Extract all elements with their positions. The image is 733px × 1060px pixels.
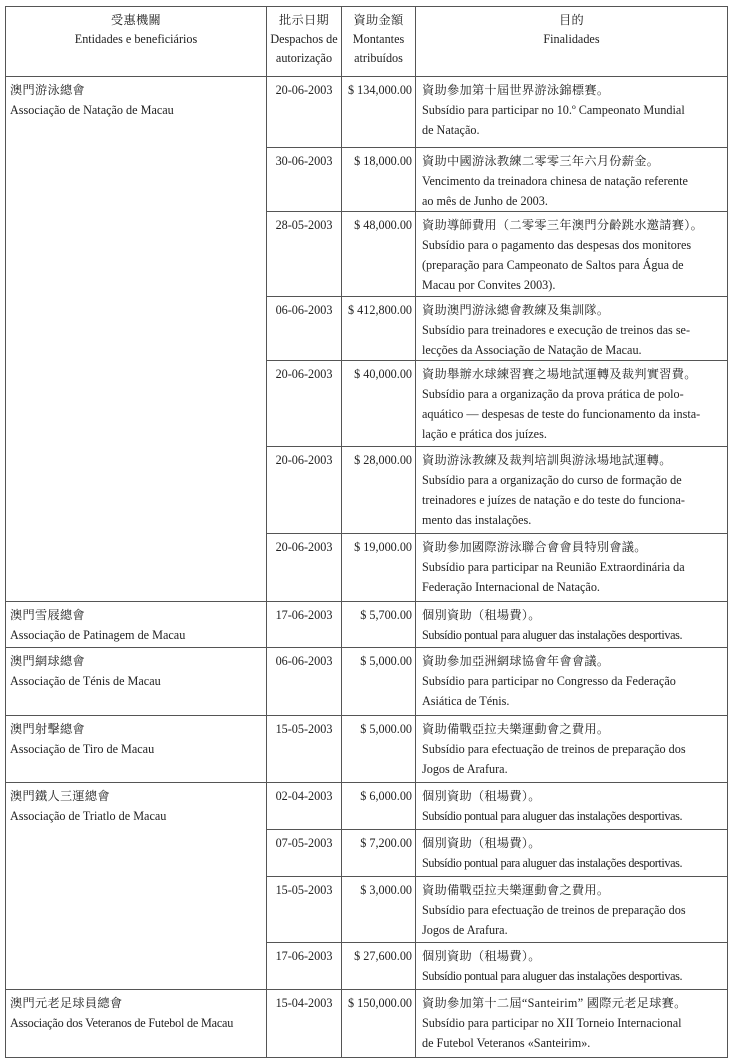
purpose-line: Subsídio para efectuação de treinos de preparação dos — [422, 742, 686, 756]
purpose-cell — [416, 648, 728, 716]
header-date-zh: 批示日期 — [279, 13, 329, 27]
entity-name-zh: 澳門元老足球員總會 — [10, 996, 123, 1010]
purpose-cell — [416, 602, 728, 648]
date-cell: 17-06-2003 — [267, 943, 342, 990]
amount-cell: $ 28,000.00 — [342, 447, 416, 534]
purpose-zh: 個別資助（租場費）。 — [422, 949, 541, 963]
purpose-line: (preparação para Campeonato de Saltos para Água de — [422, 258, 684, 272]
purpose-cell — [416, 830, 728, 877]
date-cell: 20-06-2003 — [267, 77, 342, 148]
purpose-line: Macau por Convites 2003). — [422, 278, 556, 292]
header-purpose-zh: 目的 — [559, 13, 584, 27]
purpose-line: de Futebol Veteranos «Santeirim». — [422, 1036, 591, 1050]
header-amount-zh: 資助金額 — [353, 13, 404, 27]
purpose-line: Subsídio pontual para aluguer das instalações desportivas. — [422, 809, 683, 823]
header-entity-pt: Entidades e beneficiários — [74, 32, 198, 46]
entity-name-zh: 澳門游泳總會 — [10, 83, 85, 97]
purpose-zh: 資助導師費用（二零零三年澳門分齡跳水邀請賽）。 — [422, 218, 704, 232]
purpose-zh: 資助中國游泳教練二零零三年六月份薪金。 — [422, 154, 660, 168]
purpose-cell — [416, 943, 728, 990]
purpose-line: Subsídio pontual para aluguer das instalações desportivas. — [422, 628, 683, 642]
purpose-line: ao mês de Junho de 2003. — [422, 194, 548, 208]
purpose-line: Federação Internacional de Natação. — [422, 580, 600, 594]
purpose-cell — [416, 534, 728, 602]
amount-cell: $ 3,000.00 — [342, 877, 416, 943]
amount-cell: $ 150,000.00 — [342, 990, 416, 1058]
date-cell: 15-05-2003 — [267, 716, 342, 783]
purpose-zh: 資助舉辦水球練習賽之場地試運轉及裁判實習費。 — [422, 367, 697, 381]
date-cell: 17-06-2003 — [267, 602, 342, 648]
entity-cell — [6, 990, 267, 1058]
entity-name-pt: Associação de Patinagem de Macau — [10, 628, 186, 642]
purpose-zh: 個別資助（租場費）。 — [422, 836, 541, 850]
table-row — [6, 602, 728, 648]
purpose-cell — [416, 212, 728, 297]
amount-cell: $ 134,000.00 — [342, 77, 416, 148]
entity-cell — [6, 783, 267, 990]
header-date-pt-2: autorização — [275, 51, 333, 65]
amount-cell: $ 40,000.00 — [342, 361, 416, 447]
purpose-line: Subsídio para a organização do curso de formação de — [422, 473, 682, 487]
purpose-zh: 資助參加第十屆世界游泳錦標賽。 — [422, 83, 610, 97]
table-row — [6, 77, 728, 148]
purpose-line: Subsídio para participar no XII Torneio Internacional — [422, 1016, 682, 1030]
date-cell: 15-05-2003 — [267, 877, 342, 943]
header-amount-pt-1: Montantes — [352, 32, 405, 46]
purpose-zh: 個別資助（租場費）。 — [422, 608, 541, 622]
purpose-line: Vencimento da treinadora chinesa de natação referente — [422, 174, 688, 188]
purpose-line: Subsídio para efectuação de treinos de preparação dos — [422, 903, 686, 917]
purpose-line: Subsídio para a organização da prova prática de polo- — [422, 387, 684, 401]
amount-cell: $ 48,000.00 — [342, 212, 416, 297]
table-row — [6, 783, 728, 830]
date-cell: 20-06-2003 — [267, 534, 342, 602]
purpose-zh: 資助參加亞洲網球協會年會會議。 — [422, 654, 610, 668]
entity-name-zh: 澳門射擊總會 — [10, 722, 85, 736]
date-cell: 20-06-2003 — [267, 361, 342, 447]
amount-cell: $ 5,000.00 — [342, 716, 416, 783]
purpose-cell — [416, 990, 728, 1058]
purpose-line: Jogos de Arafura. — [422, 923, 508, 937]
purpose-line: Subsídio para o pagamento das despesas dos monitores — [422, 238, 692, 252]
table-body — [6, 77, 728, 1058]
amount-cell: $ 27,600.00 — [342, 943, 416, 990]
purpose-line: de Natação. — [422, 123, 480, 137]
purpose-line: Subsídio para participar no 10.º Campeonato Mundial — [422, 103, 685, 117]
purpose-line: Jogos de Arafura. — [422, 762, 508, 776]
header-row — [6, 7, 728, 77]
purpose-zh: 個別資助（租場費）。 — [422, 789, 541, 803]
purpose-line: mento das instalações. — [422, 513, 532, 527]
purpose-line: Subsídio pontual para aluguer das instalações desportivas. — [422, 969, 683, 983]
date-cell: 07-05-2003 — [267, 830, 342, 877]
header-purpose — [416, 7, 728, 77]
purpose-zh: 資助參加第十二屆“Santeirim” 國際元老足球賽。 — [422, 996, 687, 1010]
date-cell: 02-04-2003 — [267, 783, 342, 830]
date-cell: 30-06-2003 — [267, 148, 342, 212]
purpose-zh: 資助澳門游泳總會教練及集訓隊。 — [422, 303, 610, 317]
table-row — [6, 990, 728, 1058]
entity-name-pt: Associação de Triatlo de Macau — [10, 809, 167, 823]
purpose-line: Asiática de Ténis. — [422, 694, 510, 708]
purpose-cell — [416, 877, 728, 943]
purpose-line: Subsídio para participar na Reunião Extraordinária da — [422, 560, 685, 574]
header-entity-zh: 受惠機關 — [111, 13, 161, 27]
purpose-zh: 資助參加國際游泳聯合會會員特別會議。 — [422, 540, 647, 554]
date-cell: 06-06-2003 — [267, 648, 342, 716]
purpose-line: aquático — despesas de teste do funcionamento da insta- — [422, 407, 701, 421]
amount-cell: $ 5,000.00 — [342, 648, 416, 716]
grants-table — [5, 6, 728, 1058]
header-entity — [6, 7, 267, 77]
purpose-cell — [416, 716, 728, 783]
amount-cell: $ 7,200.00 — [342, 830, 416, 877]
date-cell: 06-06-2003 — [267, 297, 342, 361]
entity-name-pt: Associação dos Veteranos de Futebol de Macau — [10, 1016, 234, 1030]
amount-cell: $ 412,800.00 — [342, 297, 416, 361]
entity-cell — [6, 77, 267, 602]
purpose-line: lação e prática dos juízes. — [422, 427, 547, 441]
purpose-cell — [416, 77, 728, 148]
entity-name-pt: Associação de Tiro de Macau — [10, 742, 155, 756]
date-cell: 20-06-2003 — [267, 447, 342, 534]
amount-cell: $ 5,700.00 — [342, 602, 416, 648]
purpose-cell — [416, 447, 728, 534]
purpose-cell — [416, 148, 728, 212]
entity-cell — [6, 602, 267, 648]
header-amount — [342, 7, 416, 77]
amount-cell: $ 19,000.00 — [342, 534, 416, 602]
purpose-cell — [416, 297, 728, 361]
entity-name-pt: Associação de Natação de Macau — [10, 103, 174, 117]
purpose-zh: 資助游泳教練及裁判培訓與游泳場地試運轉。 — [422, 453, 672, 467]
entity-name-zh: 澳門鐵人三運總會 — [10, 789, 110, 803]
purpose-cell — [416, 783, 728, 830]
purpose-line: Subsídio pontual para aluguer das instalações desportivas. — [422, 856, 683, 870]
entity-name-zh: 澳門網球總會 — [10, 654, 85, 668]
table-row — [6, 648, 728, 716]
entity-cell — [6, 648, 267, 716]
purpose-line: Subsídio para participar no Congresso da Federação — [422, 674, 676, 688]
header-date — [267, 7, 342, 77]
purpose-line: treinadores e juízes de natação e do teste do funciona- — [422, 493, 685, 507]
purpose-zh: 資助備戰亞拉夫樂運動會之費用。 — [422, 722, 610, 736]
purpose-cell — [416, 361, 728, 447]
header-date-pt-1: Despachos de — [270, 32, 338, 46]
amount-cell: $ 6,000.00 — [342, 783, 416, 830]
purpose-line: Subsídio para treinadores e execução de treinos das se- — [422, 323, 691, 337]
date-cell: 15-04-2003 — [267, 990, 342, 1058]
entity-cell — [6, 716, 267, 783]
entity-name-zh: 澳門雪屐總會 — [10, 608, 85, 622]
amount-cell: $ 18,000.00 — [342, 148, 416, 212]
date-cell: 28-05-2003 — [267, 212, 342, 297]
purpose-line: lecções da Associação de Natação de Macau. — [422, 343, 642, 357]
entity-name-pt: Associação de Ténis de Macau — [10, 674, 161, 688]
table-row — [6, 716, 728, 783]
header-purpose-pt: Finalidades — [543, 32, 600, 46]
header-amount-pt-2: atribuídos — [354, 51, 403, 65]
purpose-zh: 資助備戰亞拉夫樂運動會之費用。 — [422, 883, 610, 897]
